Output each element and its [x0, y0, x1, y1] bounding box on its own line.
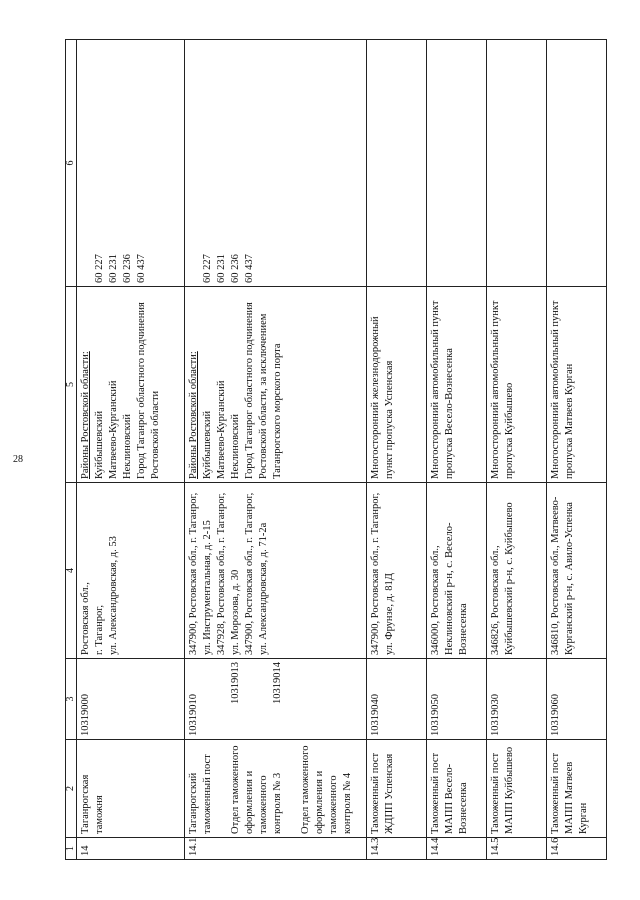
okato-code: 60 231	[216, 254, 227, 283]
office-address: 347900, Ростовская обл., г. Таганрог, ул. Фрунзе, д. 81Д	[367, 483, 427, 659]
okato-code: 60 437	[244, 254, 255, 283]
subdivision-code: 10319014	[272, 662, 283, 704]
page-number: 28	[13, 454, 23, 465]
office-address: 346826, Ростовская обл., Куйбышевский р-н, с. Куйбышево	[487, 483, 547, 659]
column-header-5: 5	[66, 287, 77, 483]
activity-description: Многосторонний автомобильный пункт пропуска Весело-Вознесенка	[427, 287, 487, 483]
okato-code: 60 231	[108, 254, 119, 283]
table-row	[367, 40, 427, 860]
table-row	[487, 40, 547, 860]
okato-code: 60 236	[230, 254, 241, 283]
office-address: 347900, Ростовская обл., г. Таганрог, ул. Инструментальная, д. 2-15 347928, Ростовская обл., г. Таганрог, ул. Морозова, д. 30 347900, Ростовская обл., г. Таганрог, ул. Александровская, д. 71-2а	[185, 483, 367, 659]
column-header-3: 3	[66, 659, 77, 740]
row-number: 14.5	[487, 838, 547, 860]
okato-codes	[427, 40, 487, 287]
office-name: Таможенный пост МАПП Весело-Вознесенка	[427, 740, 487, 838]
office-address: 346000, Ростовская обл., Неклиновский р-н, с. Весело-Вознесенка	[427, 483, 487, 659]
office-address: 346810, Ростовская обл., Матвеево-Курганский р-н, с. Авило-Успенка	[547, 483, 607, 659]
row-number: 14.1	[185, 838, 367, 860]
region-item: Неклиновский	[230, 414, 241, 479]
column-header-4: 4	[66, 483, 77, 659]
okato-code: 60 227	[202, 254, 213, 283]
office-code: 10319010 10319013 10319014	[185, 659, 367, 740]
region-item: Матвеево-Курганский	[108, 380, 119, 479]
office-name: Таможенный пост ЖДПП Успенская	[367, 740, 427, 838]
region-item: Матвеево-Курганский	[216, 380, 227, 479]
row-number: 14.4	[427, 838, 487, 860]
office-address: Ростовская обл., г. Таганрог, ул. Александровская, д. 53	[77, 483, 185, 659]
column-header-2: 2	[66, 740, 77, 838]
row-number: 14.6	[547, 838, 607, 860]
region-list-title: Районы Ростовской области:	[188, 351, 199, 479]
customs-registry-table	[65, 39, 607, 860]
office-name: Таганрогская таможня	[77, 740, 185, 838]
subdivision-name: Отдел таможенного оформления и таможенного контроля № 3	[230, 745, 283, 834]
region-item: Город Таганрог областного подчинения Ростовской области, за исключением Таганрогского морского порта	[244, 302, 283, 479]
region-list-title: Районы Ростовской области:	[80, 351, 91, 479]
office-code: 10319030	[487, 659, 547, 740]
region-list	[185, 287, 367, 483]
okato-codes	[547, 40, 607, 287]
subdivision-name: Отдел таможенного оформления и таможенного контроля № 4	[300, 745, 353, 834]
activity-description: Многосторонний автомобильный пункт пропуска Матвеев Курган	[547, 287, 607, 483]
table-row	[185, 40, 367, 860]
activity-description: Многосторонний железнодорожный пункт пропуска Успенская	[367, 287, 427, 483]
region-list	[77, 287, 185, 483]
region-item: Неклиновский	[122, 414, 133, 479]
subdivision-address: 347900, Ростовская обл., г. Таганрог, ул. Александровская, д. 71-2а	[244, 492, 269, 655]
okato-code: 60 437	[136, 254, 147, 283]
region-item: Куйбышевский	[94, 410, 105, 479]
okato-code: 60 236	[122, 254, 133, 283]
row-number: 14	[77, 838, 185, 860]
column-number-row	[66, 40, 77, 860]
table-row	[427, 40, 487, 860]
table-row	[547, 40, 607, 860]
table-row	[77, 40, 185, 860]
okato-codes	[367, 40, 427, 287]
column-header-1: 1	[66, 838, 77, 860]
column-header-6: 6	[66, 40, 77, 287]
subdivision-code: 10319013	[230, 662, 241, 704]
subdivision-address: 347928, Ростовская обл., г. Таганрог, ул. Морозова, д. 30	[216, 492, 241, 655]
office-code: 10319060	[547, 659, 607, 740]
office-name: Таможенный пост МАПП Матвеев Курган	[547, 740, 607, 838]
activity-description: Многосторонний автомобильный пункт пропуска Куйбышево	[487, 287, 547, 483]
row-number: 14.3	[367, 838, 427, 860]
office-name: Таганрогский таможенный пост Отдел таможенного оформления и таможенного контроля № 3 Отдел таможенного оформления и таможенного контроля № 4	[185, 740, 367, 838]
office-name: Таможенный пост МАПП Куйбышево	[487, 740, 547, 838]
okato-codes	[185, 40, 367, 287]
office-code: 10319050	[427, 659, 487, 740]
okato-codes	[77, 40, 185, 287]
office-code: 10319040	[367, 659, 427, 740]
okato-codes	[487, 40, 547, 287]
region-item: Куйбышевский	[202, 410, 213, 479]
office-code: 10319000	[77, 659, 185, 740]
okato-code: 60 227	[94, 254, 105, 283]
region-item: Город Таганрог областного подчинения Ростовской области	[136, 302, 161, 479]
